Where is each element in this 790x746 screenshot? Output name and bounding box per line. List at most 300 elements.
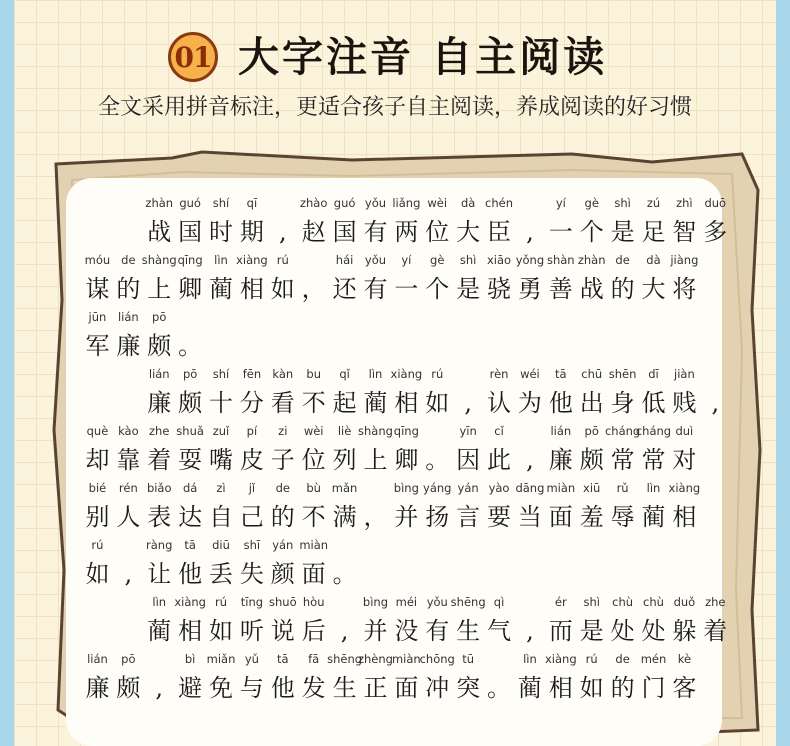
hanzi: 颇: [579, 446, 604, 474]
hanzi: ，: [363, 503, 388, 531]
hanzi: 说: [270, 617, 295, 645]
pinyin: duì: [675, 424, 694, 438]
hanzi: 相: [672, 503, 697, 531]
character-cell: [144, 310, 175, 366]
hanzi: 一: [394, 275, 419, 303]
pinyin: yào: [488, 481, 510, 495]
character-cell: [329, 481, 360, 537]
hanzi: 战: [579, 275, 604, 303]
hanzi: 听: [239, 617, 264, 645]
character-cell: [484, 595, 515, 651]
hanzi: 为: [517, 389, 542, 417]
pinyin: zú: [646, 196, 661, 210]
hanzi: 颇: [147, 332, 172, 360]
hanzi: 失: [239, 560, 264, 588]
hanzi: 如: [270, 275, 295, 303]
story-line: [144, 595, 731, 651]
hanzi: 。: [332, 560, 357, 588]
pinyin: chù: [643, 595, 664, 609]
hanzi: 客: [672, 674, 697, 702]
hanzi: 智: [672, 218, 697, 246]
pinyin: dà: [460, 196, 476, 210]
pinyin: gè: [584, 196, 599, 210]
pinyin: pō: [584, 424, 599, 438]
hanzi: ,: [155, 674, 164, 702]
pinyin: xiāo: [486, 253, 512, 267]
pinyin: dī: [648, 367, 659, 381]
hanzi: 不: [301, 389, 326, 417]
story-line: [82, 424, 700, 480]
story-line: [82, 253, 700, 309]
pinyin: lìn: [152, 595, 167, 609]
hanzi: 多: [703, 218, 728, 246]
hanzi: 骁: [487, 275, 512, 303]
hanzi: 看: [270, 389, 295, 417]
hanzi: 后: [301, 617, 326, 645]
hanzi: 没: [394, 617, 419, 645]
character-cell: [700, 367, 731, 423]
pinyin: jiàn: [674, 367, 695, 381]
hanzi: ，: [301, 275, 326, 303]
hanzi: 出: [579, 389, 604, 417]
pinyin: shí: [212, 367, 230, 381]
pinyin: rú: [276, 253, 289, 267]
pinyin: pí: [246, 424, 258, 438]
hanzi: 低: [641, 389, 666, 417]
hanzi: 廉: [85, 674, 110, 702]
hanzi: 期: [239, 218, 264, 246]
hanzi: 要: [487, 503, 512, 531]
hanzi: 足: [641, 218, 666, 246]
hanzi: 国: [178, 218, 203, 246]
pinyin: lìn: [368, 367, 383, 381]
hanzi: ,: [711, 389, 720, 417]
pinyin: qǐ: [339, 367, 350, 381]
pinyin: duǒ: [673, 595, 696, 609]
hanzi: 如: [425, 389, 450, 417]
hanzi: 勇: [517, 275, 542, 303]
pinyin: wéi: [520, 367, 540, 381]
pinyin: zhào: [299, 196, 328, 210]
pinyin: kè: [677, 652, 692, 666]
pinyin: lián: [148, 367, 170, 381]
hanzi: 个: [425, 275, 450, 303]
pinyin: yán: [457, 481, 479, 495]
character-cell: [298, 595, 329, 651]
pinyin: qīng: [177, 253, 203, 267]
hanzi: 列: [332, 446, 357, 474]
pinyin: bù: [306, 481, 321, 495]
hanzi: 颇: [178, 389, 203, 417]
pinyin: zì: [216, 481, 226, 495]
pinyin: lián: [550, 424, 572, 438]
hanzi: 处: [610, 617, 635, 645]
pinyin: zhàn: [145, 196, 174, 210]
story-line: [82, 538, 360, 594]
hanzi: 面: [301, 560, 326, 588]
character-cell: [669, 481, 700, 537]
pinyin: tā: [555, 367, 567, 381]
pinyin: liǎng: [392, 196, 421, 210]
pinyin: guó: [179, 196, 201, 210]
story-line: [144, 367, 731, 423]
pinyin: shī: [243, 538, 261, 552]
hanzi: 个: [579, 218, 604, 246]
pinyin: tā: [184, 538, 196, 552]
hanzi: 他: [270, 674, 295, 702]
character-cell: [453, 652, 484, 708]
pinyin: ér: [554, 595, 567, 609]
section-subtitle: 全文采用拼音标注，更适合孩子自主阅读，养成阅读的好习惯: [97, 95, 692, 120]
hanzi: 臣: [487, 218, 512, 246]
hanzi: 面: [548, 503, 573, 531]
hanzi: 人: [116, 503, 141, 531]
pinyin: yí: [401, 253, 412, 267]
pinyin: shēn: [608, 367, 637, 381]
pinyin: jiàng: [670, 253, 699, 267]
hanzi: 卿: [178, 275, 203, 303]
hanzi: 有: [363, 275, 388, 303]
pinyin: kàn: [272, 367, 294, 381]
pinyin: shàng: [141, 253, 177, 267]
hanzi: 大: [641, 275, 666, 303]
pinyin: tā: [277, 652, 289, 666]
character-cell: [700, 196, 731, 252]
hanzi: 常: [641, 446, 666, 474]
hanzi: 是: [579, 617, 604, 645]
pinyin: lìn: [523, 652, 537, 666]
pinyin: fēn: [242, 367, 262, 381]
character-cell: [669, 253, 700, 309]
hanzi: 将: [672, 275, 697, 303]
pinyin: shàng: [358, 424, 393, 438]
hanzi: 的: [116, 275, 141, 303]
hanzi: 如: [579, 674, 604, 702]
hanzi: 面: [394, 674, 419, 702]
pinyin: guó: [333, 196, 356, 210]
pinyin: de: [615, 253, 630, 267]
hanzi: 他: [548, 389, 573, 417]
character-cell: [669, 424, 700, 480]
hanzi: 战: [147, 218, 172, 246]
pinyin: zhèng: [357, 652, 393, 666]
pinyin: dāng: [515, 481, 545, 495]
hanzi: 突: [456, 674, 481, 702]
hanzi: 。: [487, 674, 512, 702]
pinyin: chōng: [419, 652, 455, 666]
character-cell: [422, 367, 453, 423]
hanzi: 颇: [116, 674, 141, 702]
hanzi: 位: [301, 446, 326, 474]
pinyin: zuǐ: [212, 424, 230, 438]
pinyin: kào: [118, 424, 139, 438]
pinyin: bié: [88, 481, 107, 495]
hanzi: 并: [363, 617, 388, 645]
hanzi: 对: [672, 446, 697, 474]
hanzi: 的: [610, 674, 635, 702]
hanzi: 一: [548, 218, 573, 246]
hanzi: 自: [209, 503, 233, 531]
hanzi: 。: [178, 332, 203, 360]
character-cell: [669, 367, 700, 423]
pinyin: lián: [117, 310, 139, 324]
pinyin: yǒng: [515, 253, 545, 267]
hanzi: 大: [456, 218, 481, 246]
hanzi: 气: [487, 617, 512, 645]
pinyin: què: [86, 424, 109, 438]
character-cell: [700, 595, 731, 651]
hanzi: 善: [548, 275, 573, 303]
pinyin: zi: [278, 424, 288, 438]
hanzi: 如: [209, 617, 234, 645]
hanzi: 廉: [548, 446, 573, 474]
hanzi: 相: [239, 275, 264, 303]
hanzi: 他: [178, 560, 203, 588]
pinyin: yí: [555, 196, 566, 210]
pinyin: zhàn: [577, 253, 606, 267]
hanzi: 处: [641, 617, 666, 645]
hanzi: 此: [487, 446, 512, 474]
pinyin: shì: [614, 196, 631, 210]
pinyin: mén: [640, 652, 667, 666]
pinyin: rén: [118, 481, 138, 495]
hanzi: ,: [340, 617, 349, 645]
hanzi: 子: [270, 446, 295, 474]
character-cell: [298, 538, 329, 594]
pinyin: xiàng: [668, 481, 701, 495]
hanzi: 十: [209, 389, 234, 417]
hanzi: 而: [548, 617, 573, 645]
pinyin: biǎo: [146, 481, 172, 495]
pinyin: zhì: [676, 196, 693, 210]
hanzi: 己: [239, 503, 264, 531]
hanzi: 并: [394, 503, 419, 531]
pinyin: bu: [306, 367, 321, 381]
pinyin: tīng: [240, 595, 264, 609]
hanzi: 身: [610, 389, 635, 417]
character-cell: [175, 310, 206, 366]
pinyin: pō: [152, 310, 167, 324]
hanzi: 廉: [147, 389, 172, 417]
pinyin: shēng: [450, 595, 486, 609]
pinyin: cǐ: [494, 424, 504, 438]
pinyin: xiàng: [544, 652, 577, 666]
hanzi: 扬: [425, 503, 450, 531]
character-cell: [484, 424, 515, 480]
hanzi: ,: [526, 446, 534, 474]
hanzi: 赵: [301, 218, 326, 246]
pinyin: móu: [84, 253, 111, 267]
pinyin: dá: [182, 481, 198, 495]
pinyin: bì: [184, 652, 196, 666]
hanzi: 时: [209, 218, 234, 246]
story-line: [82, 310, 206, 366]
character-cell: [236, 196, 267, 252]
hanzi: 如: [85, 560, 110, 588]
pinyin: rú: [215, 595, 228, 609]
pinyin: mǎn: [331, 481, 358, 495]
pinyin: de: [275, 481, 290, 495]
character-cell: [82, 538, 113, 594]
hanzi: 蔺: [641, 503, 666, 531]
pinyin: cháng: [635, 424, 672, 438]
hanzi: 的: [610, 275, 635, 303]
pinyin: chén: [485, 196, 514, 210]
hanzi: 位: [425, 218, 450, 246]
story-line: [144, 196, 731, 252]
character-cell: [669, 652, 700, 708]
story-line: [82, 652, 700, 708]
hanzi: 蔺: [517, 674, 542, 702]
section-title: 大字注音 自主阅读: [238, 33, 608, 81]
pinyin: shēng: [327, 652, 363, 666]
pinyin: tū: [462, 652, 475, 666]
hanzi: 相: [394, 389, 419, 417]
pinyin: bìng: [393, 481, 419, 495]
pinyin: qī: [246, 196, 258, 210]
pinyin: pō: [182, 367, 198, 381]
pinyin: rǔ: [616, 481, 629, 495]
hanzi: 着: [147, 446, 172, 474]
pinyin: shuō: [269, 595, 297, 609]
pinyin: hái: [335, 253, 354, 267]
pinyin: gè: [430, 253, 445, 267]
pinyin: shuǎ: [176, 424, 204, 438]
hanzi: 有: [363, 218, 388, 246]
pinyin: qīng: [393, 424, 419, 438]
hanzi: ,: [124, 560, 133, 588]
pinyin: miàn: [299, 538, 329, 552]
character-cell: [391, 424, 422, 480]
hanzi: ,: [526, 617, 534, 645]
pinyin: jǐ: [248, 481, 256, 495]
hanzi: 着: [703, 617, 728, 645]
pinyin: cháng: [604, 424, 641, 438]
hanzi: ,: [464, 389, 472, 417]
pinyin: fā: [308, 652, 320, 666]
hanzi: 还: [332, 275, 357, 303]
pinyin: de: [615, 652, 630, 666]
pinyin: duō: [704, 196, 727, 210]
pinyin: chù: [612, 595, 634, 609]
hanzi: 丢: [209, 560, 233, 588]
pinyin: dà: [646, 253, 661, 267]
pinyin: chū: [581, 367, 603, 381]
hanzi: 当: [517, 503, 542, 531]
character-cell: [329, 538, 360, 594]
pinyin: pō: [121, 652, 136, 666]
hanzi: 相: [548, 674, 573, 702]
pinyin: xiū: [583, 481, 601, 495]
hanzi: 生: [332, 674, 357, 702]
hanzi: 蔺: [363, 389, 388, 417]
hanzi: 军: [85, 332, 110, 360]
hanzi: 蔺: [147, 617, 172, 645]
hanzi: 表: [147, 503, 172, 531]
hanzi: 廉: [116, 332, 141, 360]
hanzi: 皮: [239, 446, 264, 474]
pinyin: yīn: [459, 424, 477, 438]
hanzi: 起: [332, 389, 357, 417]
hanzi: 靠: [116, 446, 141, 474]
pinyin: lìn: [646, 481, 661, 495]
hanzi: 。: [425, 446, 450, 474]
hanzi: 是: [456, 275, 481, 303]
hanzi: 羞: [579, 503, 604, 531]
hanzi: 上: [363, 446, 388, 474]
character-cell: [484, 196, 515, 252]
character-cell: [113, 652, 144, 708]
pinyin: zhe: [705, 595, 726, 609]
hanzi: 认: [487, 389, 512, 417]
pinyin: qì: [493, 595, 505, 609]
pinyin: rú: [431, 367, 444, 381]
hanzi: 蔺: [209, 275, 233, 303]
hanzi: 发: [301, 674, 326, 702]
hanzi: ,: [526, 218, 534, 246]
hanzi: 因: [456, 446, 481, 474]
pinyin: bìng: [362, 595, 389, 609]
section-number-badge: 01: [168, 32, 218, 82]
pinyin: miàn: [546, 481, 576, 495]
hanzi: 常: [610, 446, 635, 474]
pinyin: miǎn: [206, 652, 236, 666]
hanzi: 不: [301, 503, 326, 531]
pinyin: lìn: [214, 253, 228, 267]
pinyin: yǒu: [364, 196, 387, 210]
pinyin: yǔ: [244, 652, 259, 666]
hanzi: 却: [85, 446, 110, 474]
pinyin: jūn: [88, 310, 107, 324]
pinyin: rèn: [489, 367, 509, 381]
pinyin: shì: [459, 253, 477, 267]
hanzi: 颜: [270, 560, 295, 588]
pinyin: xiàng: [236, 253, 268, 267]
pinyin: miàn: [391, 652, 421, 666]
pinyin: rú: [585, 652, 598, 666]
pinyin: zhe: [149, 424, 170, 438]
pinyin: lián: [87, 652, 108, 666]
hanzi: 生: [456, 617, 481, 645]
hanzi: ,: [278, 218, 287, 246]
hanzi: 言: [456, 503, 481, 531]
story-line: [82, 481, 700, 537]
hanzi: 的: [270, 503, 295, 531]
hanzi: 有: [425, 617, 450, 645]
hanzi: 国: [332, 218, 357, 246]
hanzi: 是: [610, 218, 635, 246]
hanzi: 两: [394, 218, 419, 246]
hanzi: 别: [85, 503, 110, 531]
pinyin: liè: [337, 424, 352, 438]
hanzi: 免: [209, 674, 233, 702]
pinyin: wèi: [427, 196, 448, 210]
hanzi: 门: [641, 674, 666, 702]
character-cell: [267, 253, 298, 309]
pinyin: diū: [212, 538, 230, 552]
hanzi: 冲: [425, 674, 450, 702]
pinyin: xiàng: [390, 367, 423, 381]
hanzi: 耍: [178, 446, 203, 474]
hanzi: 谋: [85, 275, 110, 303]
pinyin: xiàng: [174, 595, 206, 609]
pinyin: shì: [583, 595, 600, 609]
pinyin: yáng: [423, 481, 452, 495]
pinyin: shí: [212, 196, 230, 210]
hanzi: 卿: [394, 446, 419, 474]
hanzi: 正: [363, 674, 388, 702]
hanzi: 与: [239, 674, 264, 702]
